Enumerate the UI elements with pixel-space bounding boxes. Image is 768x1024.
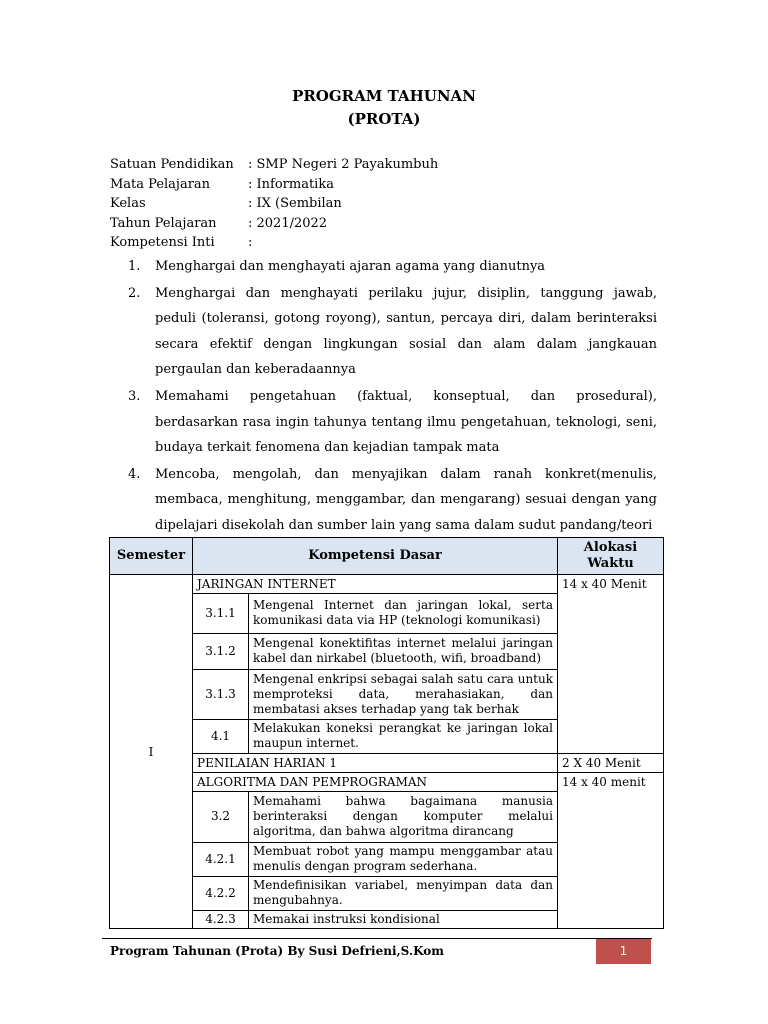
document-subtitle: (PROTA) <box>347 110 421 128</box>
kd-code: 3.1.2 <box>193 633 249 669</box>
list-text: Memahami pengetahuan (faktual, konseptual, dan prosedural), berdasarkan rasa ingin tahunya tentang ilmu pengetahuan, teknologi, seni, budaya terkait fenomena dan kejadian tampak mata <box>155 388 657 456</box>
meta-value: : <box>248 235 253 251</box>
kompetensi-inti-list <box>128 254 657 540</box>
kd-description: Mendefinisikan variabel, menyimpan data dan mengubahnya. <box>249 876 558 910</box>
topic-title: ALGORITMA DAN PEMPROGRAMAN <box>197 775 428 789</box>
semester-cell: I <box>110 575 193 929</box>
table-header-row <box>110 538 664 575</box>
kd-subtable <box>193 792 557 928</box>
list-number: 2. <box>128 285 141 301</box>
alokasi-value: 14 x 40 Menit <box>562 577 647 591</box>
meta-row <box>110 194 438 214</box>
kd-row <box>193 594 557 633</box>
table-row <box>110 575 664 594</box>
header-kompetensi-dasar: Kompetensi Dasar <box>193 538 558 575</box>
document-title: PROGRAM TAHUNAN <box>292 87 476 105</box>
kd-row <box>193 719 557 753</box>
meta-label: Tahun Pelajaran <box>110 215 217 231</box>
alokasi-cell <box>558 575 664 754</box>
kd-row <box>193 842 557 876</box>
list-text: Menghargai dan menghayati perilaku jujur, disiplin, tanggung jawab, peduli (toleransi, gotong royong), santun, percaya diri, dalam berinteraksi secara efektif dengan lingkungan sosial dan alam dalam jangkauan pergaulan dan keberadaannya <box>155 285 657 378</box>
table-row <box>110 773 664 792</box>
list-number: 1. <box>128 259 141 274</box>
kd-group <box>193 792 558 929</box>
list-item <box>128 254 657 280</box>
identity-block <box>110 155 438 253</box>
alokasi-value: 14 x 40 menit <box>562 775 646 789</box>
meta-row <box>110 233 438 253</box>
list-item <box>128 281 657 383</box>
list-item <box>128 462 657 539</box>
meta-label: Kompetensi Inti <box>110 235 215 251</box>
alokasi-value: 2 X 40 Menit <box>562 756 641 770</box>
kd-code: 3.1.3 <box>193 669 249 719</box>
kd-description: Memakai instruksi kondisional <box>249 910 558 928</box>
kd-subtable <box>193 594 557 753</box>
topic-cell <box>193 773 558 792</box>
meta-label: Mata Pelajaran <box>110 176 211 192</box>
list-text: Menghargai dan menghayati ajaran agama yang dianutnya <box>155 259 546 274</box>
topic-title: JARINGAN INTERNET <box>197 577 336 591</box>
kd-row <box>193 633 557 669</box>
kd-code: 3.1.1 <box>193 594 249 633</box>
header-alokasi-waktu: Alokasi Waktu <box>558 538 664 575</box>
meta-value: : IX (Sembilan <box>248 196 342 212</box>
footer-text: Program Tahunan (Prota) By Susi Defrieni,S.Kom <box>110 944 444 958</box>
kd-row <box>193 910 557 928</box>
table-row <box>110 754 664 773</box>
kd-row <box>193 792 557 842</box>
meta-value: : SMP Negeri 2 Payakumbuh <box>248 157 439 172</box>
kd-group <box>193 594 558 754</box>
kd-description: Memahami bahwa bagaimana manusia berinteraksi dengan komputer melalui algoritma, dan bahwa algoritma dirancang <box>253 794 553 839</box>
kompetensi-dasar-table <box>109 537 664 929</box>
kd-code: 3.2 <box>193 792 249 842</box>
list-number: 3. <box>128 388 141 404</box>
kd-description: Membuat robot yang mampu menggambar atau menulis dengan program sederhana. <box>249 842 558 876</box>
meta-value: : 2021/2022 <box>248 215 328 231</box>
penilaian-harian-label: PENILAIAN HARIAN 1 <box>197 756 337 770</box>
topic-cell <box>193 575 558 594</box>
alokasi-cell <box>558 773 664 929</box>
kd-code: 4.1 <box>193 719 249 753</box>
alokasi-cell <box>558 754 664 773</box>
meta-label: Kelas <box>110 196 146 212</box>
header-semester: Semester <box>110 538 193 575</box>
meta-row <box>110 214 438 234</box>
meta-row <box>110 175 438 195</box>
meta-label: Satuan Pendidikan <box>110 157 234 172</box>
kd-row <box>193 876 557 910</box>
kd-code: 4.2.3 <box>193 910 249 928</box>
topic-cell <box>193 754 558 773</box>
list-item <box>128 384 657 461</box>
kd-description: Melakukan koneksi perangkat ke jaringan lokal maupun internet. <box>249 719 558 753</box>
page-number-badge: 1 <box>596 939 651 964</box>
kd-description: Mengenal konektifitas internet melalui jaringan kabel dan nirkabel (bluetooth, wifi, broadband) <box>249 633 558 669</box>
kd-description: Mengenal Internet dan jaringan lokal, serta komunikasi data via HP (teknologi komunikasi) <box>253 598 553 628</box>
list-text: Mencoba, mengolah, dan menyajikan dalam ranah konkret(menulis, membaca, menghitung, menggambar, dan mengarang) sesuai dengan yang dipelajari disekolah dan sumber lain yang sama dalam sudut pandang/teori <box>155 466 657 533</box>
meta-value: : Informatika <box>248 176 334 192</box>
kd-code: 4.2.1 <box>193 842 249 876</box>
list-number: 4. <box>128 466 141 482</box>
kd-description: Mengenal enkripsi sebagai salah satu cara untuk memproteksi data, merahasiakan, dan membatasi akses terhadap yang tak berhak <box>249 669 558 719</box>
kd-code: 4.2.2 <box>193 876 249 910</box>
meta-row <box>110 155 438 175</box>
footer-divider <box>102 938 652 939</box>
kd-row <box>193 669 557 719</box>
